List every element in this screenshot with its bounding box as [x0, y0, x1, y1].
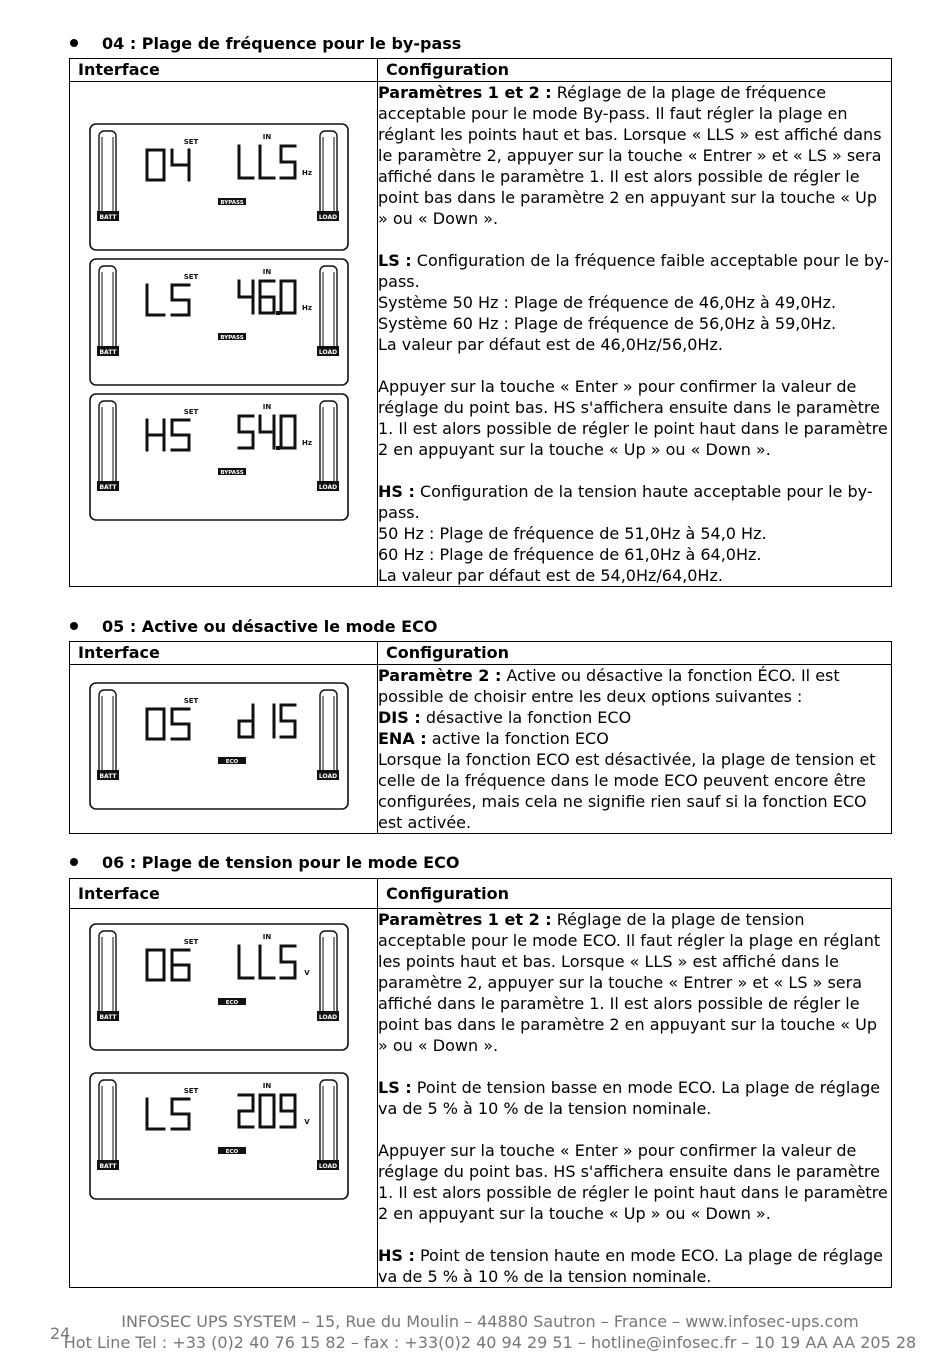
- config-text: Configuration de la tension haute acceptable pour le by-pass.: [378, 482, 873, 522]
- config-text: La valeur par défaut est de 54,0Hz/64,0Hz.: [378, 566, 723, 585]
- config-text: Point de tension basse en mode ECO. La plage de réglage va de 5 % à 10 % de la tension nominale.: [378, 1078, 881, 1118]
- paragraph-gap: [378, 355, 891, 376]
- lcd-display: [89, 682, 349, 810]
- lcd-display: [89, 1072, 349, 1200]
- in-label: IN: [262, 133, 272, 141]
- load-label: LOAD: [318, 214, 338, 221]
- in-label: IN: [262, 268, 272, 276]
- interface-cell: [70, 665, 378, 834]
- lcd-frame: [90, 683, 348, 809]
- config-paragraph: [378, 523, 891, 544]
- header-interface: Interface: [70, 59, 378, 82]
- set-label: SET: [183, 938, 199, 946]
- config-text: Point de tension haute en mode ECO. La plage de réglage va de 5 % à 10 % de la tension nominale.: [378, 1246, 884, 1286]
- load-label: LOAD: [318, 773, 338, 780]
- config-term: Paramètres 1 et 2 :: [378, 83, 552, 102]
- config-text: Réglage de la plage de fréquence acceptable pour le mode By-pass. Il faut régler la plage en réglant les points haut et bas. Lorsque « LLS » est affiché dans le paramètre 2, appuyer sur la touche « Entrer » et « LS » sera affiché dans le paramètre 1. Il est alors possible de régler le point bas dans le paramètre 2 en appuyant sur la touche « Up » ou « Down ».: [378, 83, 882, 228]
- header-configuration: Configuration: [378, 642, 892, 665]
- mode-label: ECO: [225, 1000, 239, 1006]
- configuration-cell: [378, 665, 892, 834]
- config-term: LS :: [378, 251, 412, 270]
- set-label: SET: [183, 697, 199, 705]
- footer-contact: Hot Line Tel : +33 (0)2 40 76 15 82 – fax : +33(0)2 40 94 29 51 – hotline@infosec.fr – 10 19 AA AA 205 28: [63, 1333, 917, 1352]
- config-term: HS :: [378, 482, 415, 501]
- interface-cell: [70, 82, 378, 587]
- lcd-display: [89, 923, 349, 1051]
- paragraph-gap: [378, 229, 891, 250]
- set-label: SET: [183, 1087, 199, 1095]
- load-label: LOAD: [318, 1163, 338, 1170]
- config-paragraph: [378, 1077, 891, 1119]
- paragraph-gap: [378, 1224, 891, 1245]
- batt-label: BATT: [99, 773, 117, 780]
- interface-cell: [70, 909, 378, 1288]
- mode-label: ECO: [225, 1149, 239, 1155]
- lcd-frame: [90, 924, 348, 1050]
- unit-label: V: [304, 969, 310, 977]
- header-configuration: Configuration: [378, 59, 892, 82]
- config-text: Configuration de la fréquence faible acceptable pour le by-pass.: [378, 251, 890, 291]
- config-term: DIS :: [378, 708, 421, 727]
- config-paragraph: [378, 292, 891, 313]
- header-interface: Interface: [70, 642, 378, 665]
- config-text: Système 50 Hz : Plage de fréquence de 46,0Hz à 49,0Hz.: [378, 293, 837, 312]
- table-05: [69, 641, 892, 834]
- footer-address: INFOSEC UPS SYSTEM – 15, Rue du Moulin – 44880 Sautron – France – www.infosec-ups.com: [121, 1312, 859, 1331]
- config-paragraph: [378, 707, 891, 728]
- config-text: Appuyer sur la touche « Enter » pour confirmer la valeur de réglage du point bas. HS s'affichera ensuite dans le paramètre 1. Il est alors possible de régler le point haut dans le paramètre 2 en appuyant sur la touche « Up » ou « Down ».: [378, 377, 888, 459]
- bullet-icon: [70, 622, 78, 630]
- config-text: Active ou désactive la fonction ÉCO. Il est possible de choisir entre les deux options suivantes :: [378, 666, 840, 706]
- lcd-display: [89, 123, 349, 251]
- config-text: Réglage de la plage de tension acceptable pour le mode ECO. Il faut régler la plage en réglant les points haut et bas. Lorsque « LLS » est affiché dans le paramètre 2, appuyer sur la touche « Entrer » et « LS » sera affiché dans le paramètre 1. Il est alors possible de régler le point bas dans le paramètre 2 en appuyant sur la touche « Up » ou « Down ».: [378, 910, 881, 1055]
- config-text: Appuyer sur la touche « Enter » pour confirmer la valeur de réglage du point bas. HS s'affichera ensuite dans le paramètre 1. Il est alors possible de régler le point haut dans le paramètre 2 en appuyant sur la touche « Up » ou « Down ».: [378, 1141, 888, 1223]
- batt-label: BATT: [99, 349, 117, 356]
- lcd-display: [89, 393, 349, 521]
- config-term: HS :: [378, 1246, 415, 1265]
- config-paragraph: [378, 313, 891, 334]
- paragraph-gap: [378, 460, 891, 481]
- batt-label: BATT: [99, 1163, 117, 1170]
- config-paragraph: [378, 544, 891, 565]
- config-paragraph: [378, 1245, 891, 1287]
- mode-label: BYPASS: [220, 200, 244, 206]
- config-text: 50 Hz : Plage de fréquence de 51,0Hz à 54,0 Hz.: [378, 524, 767, 543]
- header-interface: Interface: [70, 879, 378, 909]
- config-text: 60 Hz : Plage de fréquence de 61,0Hz à 64,0Hz.: [378, 545, 762, 564]
- paragraph-gap: [378, 1056, 891, 1077]
- section-title-text: 05 : Active ou désactive le mode ECO: [102, 617, 438, 636]
- bullet-icon: [70, 39, 78, 47]
- config-paragraph: [378, 376, 891, 460]
- unit-label: V: [304, 1118, 310, 1126]
- config-text: désactive la fonction ECO: [420, 708, 632, 727]
- set-label: SET: [183, 408, 199, 416]
- lcd-frame: [90, 1073, 348, 1199]
- config-text: active la fonction ECO: [426, 729, 609, 748]
- in-label: IN: [262, 1082, 272, 1090]
- mode-label: BYPASS: [220, 335, 244, 341]
- set-label: SET: [183, 138, 199, 146]
- unit-label: Hz: [302, 304, 312, 312]
- config-term: Paramètres 1 et 2 :: [378, 910, 552, 929]
- section-title-text: 06 : Plage de tension pour le mode ECO: [102, 853, 460, 872]
- unit-label: Hz: [302, 169, 312, 177]
- batt-label: BATT: [99, 484, 117, 491]
- section-title-04: [70, 34, 461, 54]
- batt-label: BATT: [99, 214, 117, 221]
- config-text: Système 60 Hz : Plage de fréquence de 56,0Hz à 59,0Hz.: [378, 314, 837, 333]
- config-paragraph: [378, 749, 891, 833]
- load-label: LOAD: [318, 349, 338, 356]
- lcd-frame: [90, 394, 348, 520]
- config-text: Lorsque la fonction ECO est désactivée, la plage de tension et celle de la fréquence dans le mode ECO peuvent encore être configurées, mais cela ne signifie rien sauf si la fonction ECO est activée.: [378, 750, 876, 832]
- config-paragraph: [378, 565, 891, 586]
- paragraph-gap: [378, 1119, 891, 1140]
- config-term: ENA :: [378, 729, 427, 748]
- config-paragraph: [378, 1140, 891, 1224]
- config-paragraph: [378, 909, 891, 1056]
- unit-label: Hz: [302, 439, 312, 447]
- config-paragraph: [378, 250, 891, 292]
- config-term: Paramètre 2 :: [378, 666, 502, 685]
- header-configuration: Configuration: [378, 879, 892, 909]
- section-title-06: [70, 853, 459, 873]
- table-06: [69, 878, 892, 1288]
- load-label: LOAD: [318, 1014, 338, 1021]
- lcd-frame: [90, 124, 348, 250]
- configuration-cell: [378, 82, 892, 587]
- configuration-cell: [378, 909, 892, 1288]
- lcd-display: [89, 258, 349, 386]
- config-term: LS :: [378, 1078, 412, 1097]
- config-paragraph: [378, 728, 891, 749]
- bullet-icon: [70, 858, 78, 866]
- page-number: 24: [50, 1324, 71, 1343]
- in-label: IN: [262, 933, 272, 941]
- config-paragraph: [378, 665, 891, 707]
- config-text: La valeur par défaut est de 46,0Hz/56,0Hz.: [378, 335, 723, 354]
- config-paragraph: [378, 481, 891, 523]
- mode-label: BYPASS: [220, 470, 244, 476]
- section-title-text: 04 : Plage de fréquence pour le by-pass: [102, 34, 462, 53]
- load-label: LOAD: [318, 484, 338, 491]
- batt-label: BATT: [99, 1014, 117, 1021]
- lcd-frame: [90, 259, 348, 385]
- config-paragraph: [378, 334, 891, 355]
- in-label: IN: [262, 403, 272, 411]
- set-label: SET: [183, 273, 199, 281]
- section-title-05: [70, 617, 437, 637]
- config-paragraph: [378, 82, 891, 229]
- mode-label: ECO: [225, 759, 239, 765]
- table-04: [69, 58, 892, 587]
